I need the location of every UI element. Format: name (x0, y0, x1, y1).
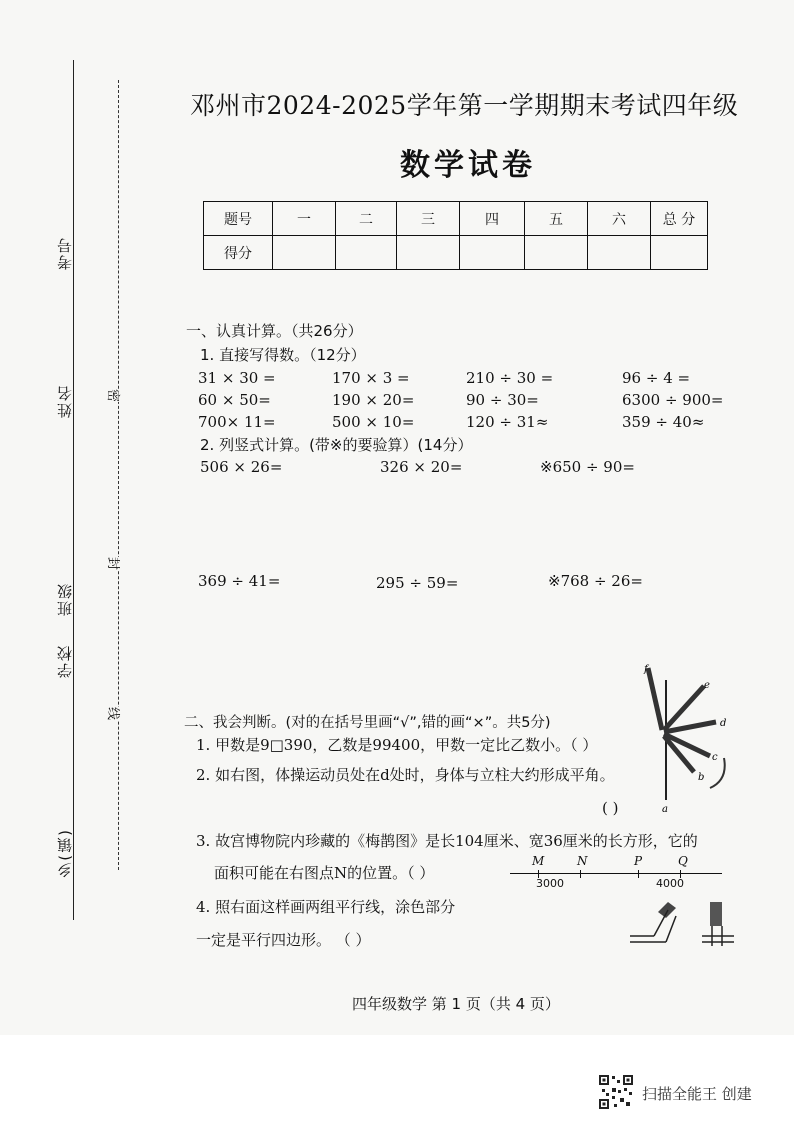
gymnast-label: a (662, 804, 668, 815)
numline-tick-label: 4000 (656, 877, 684, 890)
judge-q4-line2: 一定是平行四边形。 （ ） (196, 931, 371, 949)
gymnast-label: b (698, 772, 705, 783)
score-cell: 六 (588, 202, 651, 236)
seal-mi: 密 (103, 389, 126, 402)
vertical-calc-item: ※650 ÷ 90= (540, 458, 635, 476)
part1-heading: 1. 直接写得数。（12分） (200, 346, 366, 364)
score-cell: 题号 (204, 202, 273, 236)
calc-item: 170 × 3 = (332, 369, 410, 387)
score-cell: 五 (525, 202, 588, 236)
class-label: 班级 (56, 582, 74, 616)
judge-q3-line2: 面积可能在右图点N的位置。（ ） (214, 864, 435, 882)
section1-heading: 一、认真计算。（共26分） (186, 322, 363, 340)
calc-item: 96 ÷ 4 = (622, 369, 691, 387)
calc-item: 60 × 50= (198, 391, 271, 409)
calc-item: 6300 ÷ 900= (622, 391, 724, 409)
vertical-calc-item: 326 × 20= (380, 458, 463, 476)
score-blank[interactable] (525, 236, 588, 270)
vertical-calc-item: 369 ÷ 41= (198, 572, 281, 590)
numline-tick (638, 870, 639, 878)
numline-point-label: M (532, 854, 545, 868)
exam-title: 邓州市2024-2025学年第一学期期末考试四年级 (190, 91, 739, 120)
section2-heading: 二、我会判断。(对的在括号里画“√”,错的画“×”。共5分) (184, 715, 551, 731)
numline-point-label: P (634, 854, 643, 868)
score-blank[interactable] (397, 236, 460, 270)
name-label: 姓名 (56, 384, 74, 418)
seal-dashed-line (118, 80, 119, 870)
part2-heading: 2. 列竖式计算。(带※的要验算）(14分） (200, 436, 473, 454)
judge-q3-line1: 3. 故宫博物院内珍藏的《梅鹊图》是长104厘米、宽36厘米的长方形，它的 (196, 832, 698, 850)
number-line (510, 873, 722, 874)
judge-q4-line1: 4. 照右面这样画两组平行线，涂色部分 (196, 898, 456, 916)
vertical-calc-item: 295 ÷ 59= (376, 574, 459, 592)
score-cell: 二 (336, 202, 397, 236)
gymnast-label: f (644, 664, 648, 675)
score-table-header-row (204, 202, 708, 236)
score-cell: 一 (273, 202, 336, 236)
score-cell: 四 (460, 202, 525, 236)
parallel-strips-figure (628, 896, 740, 952)
page-footer: 四年级数学 第 1 页（共 4 页） (352, 995, 560, 1013)
judge-q2-paren: ( ) (602, 799, 619, 817)
score-cell: 三 (397, 202, 460, 236)
calc-item: 500 × 10= (332, 413, 415, 431)
score-table (203, 201, 708, 270)
numline-point-label: Q (678, 854, 688, 868)
score-cell: 总 分 (651, 202, 708, 236)
score-blank[interactable] (336, 236, 397, 270)
calc-item: 31 × 30 = (198, 369, 276, 387)
qr-code-icon (598, 1074, 634, 1110)
calc-item: 120 ÷ 31≈ (466, 413, 549, 431)
exam-subtitle: 数学试卷 (400, 148, 536, 183)
seal-xian: 线 (103, 707, 126, 720)
score-blank[interactable] (273, 236, 336, 270)
judge-q2: 2. 如右图，体操运动员处在d处时，身体与立柱大约形成平角。 (196, 766, 615, 784)
gymnast-label: d (720, 718, 727, 729)
exam-no-label: 考号 (56, 236, 74, 270)
numline-tick-label: 3000 (536, 877, 564, 890)
gymnast-label: c (712, 752, 718, 763)
judge-q1: 1. 甲数是9□390，乙数是99400，甲数一定比乙数小。（ ） (196, 736, 598, 754)
score-blank[interactable] (651, 236, 708, 270)
score-blank[interactable] (460, 236, 525, 270)
calc-item: 359 ÷ 40≈ (622, 413, 705, 431)
numline-point-label: N (577, 854, 588, 868)
numline-tick (580, 870, 581, 878)
vertical-calc-item: ※768 ÷ 26= (548, 572, 643, 590)
school-label: 学校 (56, 644, 74, 678)
score-cell: 得分 (204, 236, 273, 270)
calc-item: 210 ÷ 30 = (466, 369, 554, 387)
vertical-calc-item: 506 × 26= (200, 458, 283, 476)
score-table-score-row (204, 236, 708, 270)
calc-item: 90 ÷ 30= (466, 391, 539, 409)
gymnast-figure (632, 660, 742, 820)
binding-line (73, 60, 74, 920)
gymnast-label: e (704, 680, 710, 691)
scanner-watermark: 扫描全能王 创建 (642, 1085, 752, 1103)
town-label: 乡(镇) (56, 828, 74, 878)
seal-feng: 封 (103, 557, 126, 570)
calc-item: 190 × 20= (332, 391, 415, 409)
score-blank[interactable] (588, 236, 651, 270)
calc-item: 700× 11= (198, 413, 276, 431)
